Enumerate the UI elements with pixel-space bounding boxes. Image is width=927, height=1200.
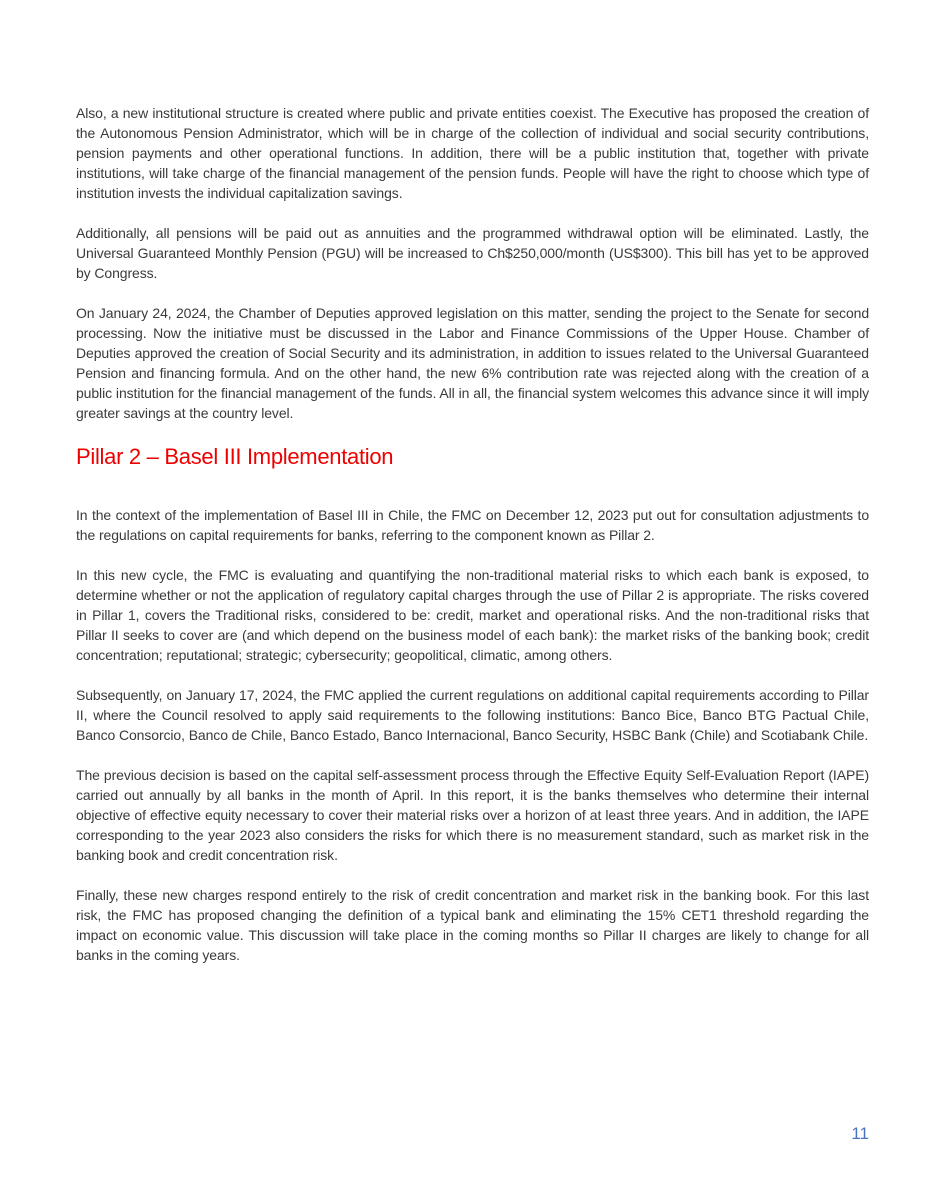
- paragraph-basel-context: In the context of the implementation of Basel III in Chile, the FMC on December 12, 2023 put out for consultation adjustments to the regulations on capital requirements for banks, referring to the component known as Pillar 2.: [76, 507, 869, 543]
- paragraph-annuities: Additionally, all pensions will be paid out as annuities and the programmed withdrawal option will be eliminated. Lastly, the Universal Guaranteed Monthly Pension (PGU) will be increased to Ch$250,000/month (US$300). This bill has yet to be approved by Congress.: [76, 225, 869, 281]
- paragraph-subsequently: Subsequently, on January 17, 2024, the FMC applied the current regulations on additional capital requirements according to Pillar II, where the Council resolved to apply said requirements to the following institutions: Banco Bice, Banco BTG Pactual Chile, Banco Consorcio, Banco de Chile, Banco Estado, Banco Internacional, Banco Security, HSBC Bank (Chile) and Scotiabank Chile.: [76, 687, 869, 743]
- page-number: 11: [851, 1124, 869, 1143]
- document-body: [76, 103, 869, 985]
- paragraph-chamber-of-deputies: On January 24, 2024, the Chamber of Deputies approved legislation on this matter, sending the project to the Senate for second processing. Now the initiative must be discussed in the Labor and Finance Commissions of the Upper House. Chamber of Deputies approved the creation of Social Security and its administration, in addition to issues related to the Universal Guaranteed Pension and financing formula. And on the other hand, the new 6% contribution rate was rejected along with the creation of a public institution for the financial management of the funds. All in all, the financial system welcomes this advance since it will imply greater savings at the country level.: [76, 305, 869, 421]
- paragraph-institutional-structure: Also, a new institutional structure is created where public and private entities coexist. The Executive has proposed the creation of the Autonomous Pension Administrator, which will be in charge of the collection of individual and social security contributions, pension payments and other operational functions. In addition, there will be a public institution that, together with private institutions, will take charge of the financial management of the pension funds. People will have the right to choose which type of institution invests the individual capitalization savings.: [76, 105, 869, 201]
- paragraph-previous-decision: The previous decision is based on the capital self-assessment process through the Effective Equity Self-Evaluation Report (IAPE) carried out annually by all banks in the month of April. In this report, it is the banks themselves who determine their internal objective of effective equity necessary to cover their material risks over a horizon of at least three years. And in addition, the IAPE corresponding to the year 2023 also considers the risks for which there is no measurement standard, such as market risk in the banking book and credit concentration risk.: [76, 767, 869, 863]
- section-heading: Pillar 2 – Basel III Implementation: [76, 444, 394, 469]
- paragraph-new-cycle: In this new cycle, the FMC is evaluating and quantifying the non-traditional material risks to which each bank is exposed, to determine whether or not the application of regulatory capital charges through the use of Pillar 2 is appropriate. The risks covered in Pillar 1, covers the Traditional risks, considered to be: credit, market and operational risks. And the non-traditional risks that Pillar II seeks to cover are (and which depend on the business model of each bank): the market risks of the banking book; credit concentration; reputational; strategic; cybersecurity; geopolitical, climatic, among others.: [76, 567, 869, 663]
- paragraph-finally: Finally, these new charges respond entirely to the risk of credit concentration and market risk in the banking book. For this last risk, the FMC has proposed changing the definition of a typical bank and eliminating the 15% CET1 threshold regarding the impact on economic value. This discussion will take place in the coming months so Pillar II charges are likely to change for all banks in the coming years.: [76, 887, 869, 963]
